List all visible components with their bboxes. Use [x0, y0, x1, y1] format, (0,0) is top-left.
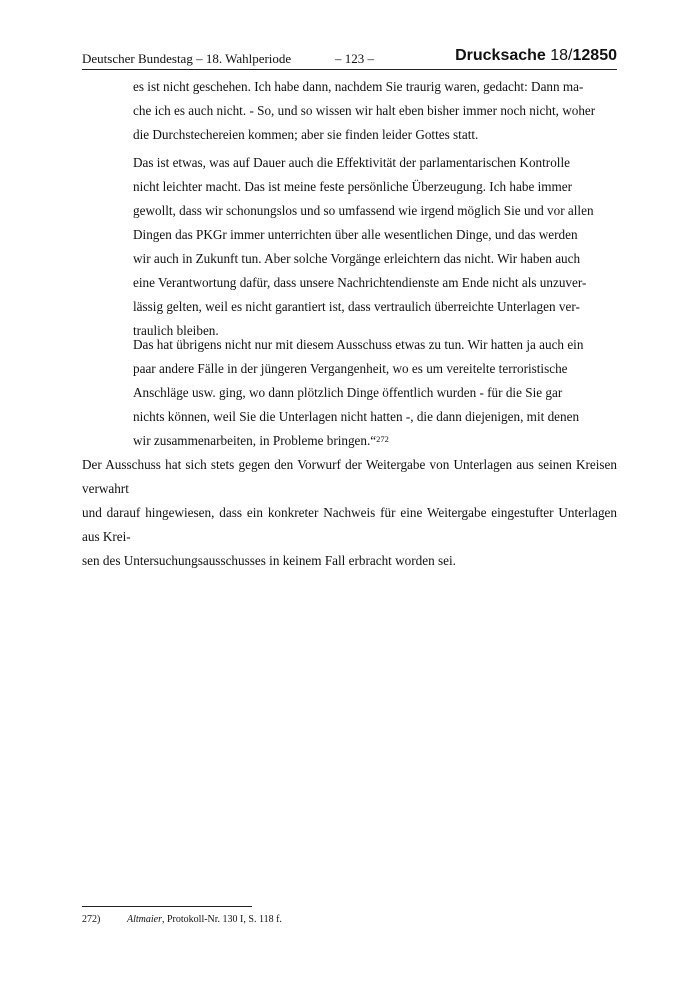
quote-paragraph-1: [133, 75, 598, 147]
page-header: [82, 47, 617, 70]
text-line: sen des Untersuchungsausschusses in keinem Fall erbracht worden sei.: [82, 553, 456, 568]
footnote-author: Altmaier: [127, 914, 162, 925]
text-line: paar andere Fälle in der jüngeren Vergangenheit, wo es um vereitelte terroristische: [133, 361, 568, 376]
text-line: lässig gelten, weil es nicht garantiert ist, dass vertraulich überreichte Unterlagen ver-: [133, 299, 580, 314]
text-line-last: [133, 429, 598, 453]
header-publication: Deutscher Bundestag – 18. Wahlperiode: [82, 51, 292, 66]
text-line: Dingen das PKGr immer unterrichten über alle wesentlichen Dinge, und das werden: [133, 227, 578, 242]
text-line: Das ist etwas, was auf Dauer auch die Effektivität der parlamentarischen Kontrolle: [133, 155, 570, 170]
header-page-number: – 123 –: [335, 51, 374, 66]
footnote-text: [127, 914, 282, 925]
text-line: und darauf hingewiesen, dass ein konkreter Nachweis für eine Weitergabe eingestufter Unterlagen aus Krei-: [82, 505, 617, 544]
text-line: nichts können, weil Sie die Unterlagen nicht hatten -, die dann diejenigen, mit denen: [133, 409, 580, 424]
footnote-number: 272): [82, 914, 101, 925]
text-line: che ich es auch nicht. - So, und so wissen wir halt eben bisher immer noch nicht, woher: [133, 103, 596, 118]
text-line: traulich bleiben.: [133, 323, 219, 338]
text-line: wir auch in Zukunft tun. Aber solche Vorgänge erleichtern das nicht. Wir haben auch: [133, 251, 581, 266]
text-line: Das hat übrigens nicht nur mit diesem Ausschuss etwas zu tun. Wir hatten ja auch ein: [133, 337, 584, 352]
body-paragraph: [82, 453, 617, 573]
text-line: die Durchstechereien kommen; aber sie finden leider Gottes statt.: [133, 127, 479, 142]
header-doc-label: Drucksache: [455, 47, 546, 64]
quote-paragraph-3: [133, 333, 598, 453]
quote-end-text: wir zusammenarbeiten, in Probleme bringen.“: [133, 433, 377, 448]
header-doc-number-plain: 18/: [545, 47, 573, 64]
footnote-divider: [82, 906, 252, 907]
footnote-citation: , Protokoll-Nr. 130 I, S. 118 f.: [162, 914, 282, 925]
text-line: es ist nicht geschehen. Ich habe dann, nachdem Sie traurig waren, gedacht: Dann ma-: [133, 79, 584, 94]
text-line: Der Ausschuss hat sich stets gegen den Vorwurf der Weitergabe von Unterlagen aus seinen Kreisen verwahrt: [82, 457, 617, 496]
text-line: eine Verantwortung dafür, dass unsere Nachrichtendienste am Ende nicht als unzuver-: [133, 275, 587, 290]
text-line: Anschläge usw. ging, wo dann plötzlich Dinge öffentlich wurden - für die Sie gar: [133, 385, 563, 400]
text-line: gewollt, dass wir schonungslos und so umfassend wie irgend möglich Sie und vor allen: [133, 203, 594, 218]
header-doc-number-bold: 12850: [572, 47, 617, 64]
footnote-reference[interactable]: 272: [376, 434, 389, 444]
text-line: nicht leichter macht. Das ist meine feste persönliche Überzeugung. Ich habe immer: [133, 179, 573, 194]
header-document-number: [455, 47, 617, 65]
quote-paragraph-2: [133, 151, 598, 343]
